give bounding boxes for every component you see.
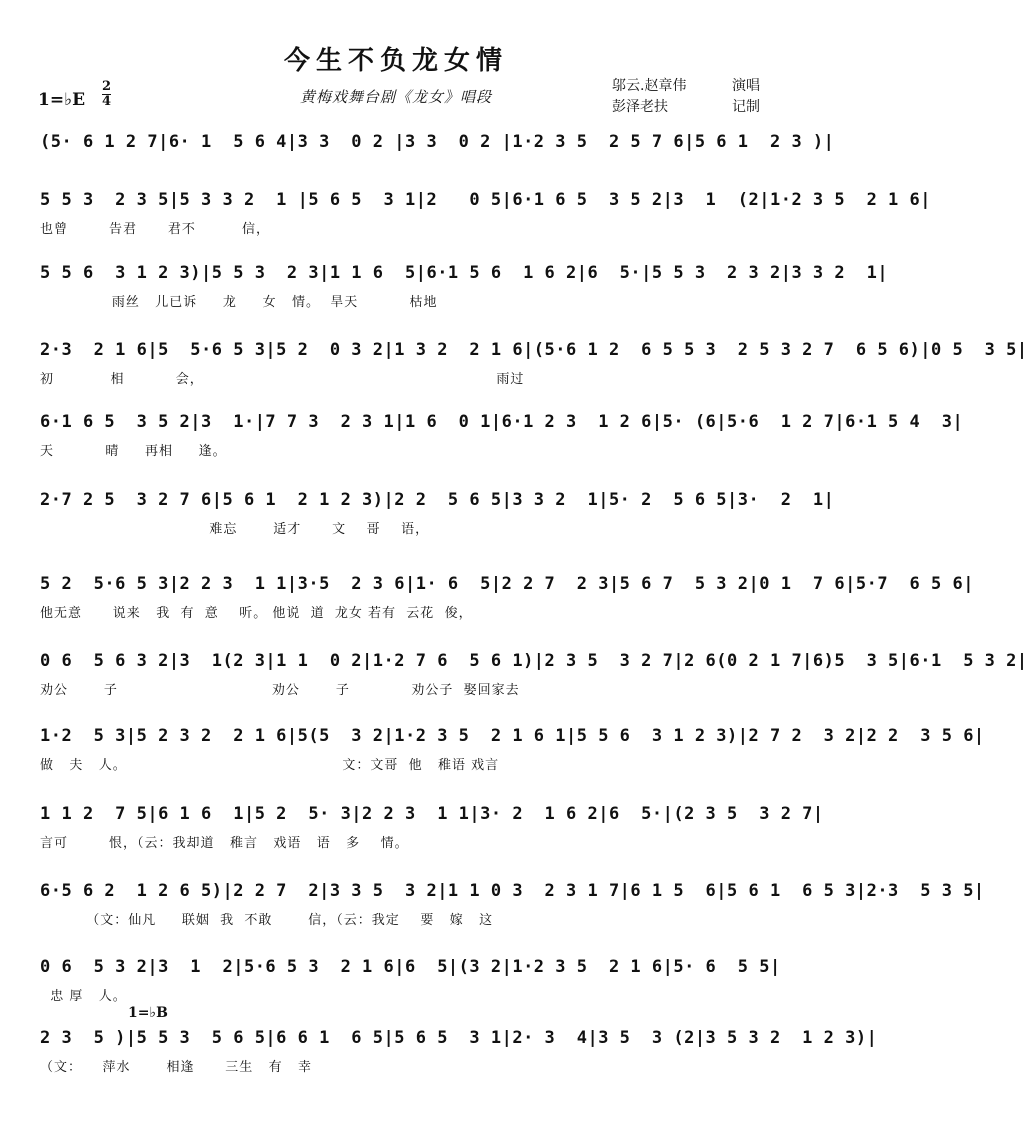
time-signature [102,80,111,109]
lyrics-line: 初 相 会， 雨过 [40,372,525,387]
notation-line: 5 5 6 3 1 2 3)|5 5 3 2 3|1 1 6 5|6·1 5 6 1 6 2|6 5·|5 5 3 2 3 2|3 3 2 1| [40,263,889,283]
score-row [40,340,1028,387]
credits [612,76,760,118]
notation-line: 6·5 6 2 1 2 6 5)|2 2 7 2|3 3 5 3 2|1 1 0 3 2 3 1 7|6 1 5 6|5 6 1 6 5 3|2·3 5 3 5| [40,881,985,901]
notation-line: 0 6 5 3 2|3 1 2|5·6 5 3 2 1 6|6 5|(3 2|1·2 3 5 2 1 6|5· 6 5 5| [40,957,781,977]
score-row [40,190,931,237]
notation-line: 2·3 2 1 6|5 5·6 5 3|5 2 0 3 2|1 3 2 2 1 6|(5·6 1 2 6 5 5 3 2 5 3 2 7 6 5 6)|0 5 3 5| [40,340,1028,360]
lyrics-line: 也曾 告君 君不 信， [40,222,271,237]
notation-line: 2 3 5 )|5 5 3 5 6 5|6 6 1 6 5|5 6 5 3 1|2· 3 4|3 5 3 (2|3 5 3 2 1 2 3)| [40,1028,878,1048]
lyrics-line: 做 夫 人。 文：文哥 他 稚语 戏言 [40,758,500,773]
notation-line: 1·2 5 3|5 2 3 2 2 1 6|5(5 3 2|1·2 3 5 2 1 6 1|5 5 6 3 1 2 3)|2 7 2 3 2|2 2 3 5 6| [40,726,985,746]
score-row [40,574,974,621]
score-row [40,132,835,178]
score-row [40,263,889,310]
score-row [40,651,1028,698]
notation-line: 5 5 3 2 3 5|5 3 3 2 1 |5 6 5 3 1|2 0 5|6·1 6 5 3 5 2|3 1 (2|1·2 3 5 2 1 6| [40,190,931,210]
score-row [40,804,824,851]
credit-performers [612,76,760,97]
score-row [40,881,985,928]
key-signature: 1=♭E [38,90,86,110]
meter-top: 2 [102,79,112,94]
notation-line: (5· 6 1 2 7|6· 1 5 6 4|3 3 0 2 |3 3 0 2 |1·2 3 5 2 5 7 6|5 6 1 2 3 )| [40,132,835,152]
lyrics-line: 言可 恨，（云：我却道 稚言 戏语 语 多 情。 [40,836,409,851]
notation-line: 0 6 5 6 3 2|3 1(2 3|1 1 0 2|1·2 7 6 5 6 1)|2 3 5 3 2 7|2 6(0 2 1 7|6)5 3 5|6·1 5 3 2| [40,651,1028,671]
score-row [40,490,835,537]
song-title: 今生不负龙女情 [283,46,508,76]
notation-line: 2·7 2 5 3 2 7 6|5 6 1 2 1 2 3)|2 2 5 6 5|3 3 2 1|5· 2 5 6 5|3· 2 1| [40,490,835,510]
notation-line: 1 1 2 7 5|6 1 6 1|5 2 5· 3|2 2 3 1 1|3· 2 1 6 2|6 5·|(2 3 5 3 2 7| [40,804,824,824]
notation-line: 6·1 6 5 3 5 2|3 1·|7 7 3 2 3 1|1 6 0 1|6·1 2 3 1 2 6|5· (6|5·6 1 2 7|6·1 5 4 3| [40,412,964,432]
score-row [40,1028,878,1075]
credit-transcriber [612,97,760,118]
score-row [40,726,985,773]
song-subtitle: 黄梅戏舞台剧《龙女》唱段 [299,88,492,106]
lyrics-line: （文：仙凡 联姻 我 不敢 信，（云：我定 要 嫁 这 [40,913,494,928]
lyrics-line: 雨丝 儿已诉 龙 女 情。 旱天 枯地 [40,295,438,310]
notation-line: 5 2 5·6 5 3|2 2 3 1 1|3·5 2 3 6|1· 6 5|2 2 7 2 3|5 6 7 5 3 2|0 1 7 6|5·7 6 5 6| [40,574,974,594]
lyrics-line [40,160,756,178]
lyrics-line: 天 晴 再相 逢。 [40,444,227,459]
lyrics-line: 他无意 说来 我 有 意 听。 他说 道 龙女 若有 云花 俊， [40,606,473,621]
credit-names: 邬云.赵章伟 [612,78,687,94]
score-row [40,957,781,1004]
lyrics-line: （文： 萍水 相逢 三生 有 幸 [40,1060,313,1075]
score-row [40,412,964,459]
modulation-mark: 1=♭B [128,1005,168,1021]
meter-bottom: 4 [102,94,112,109]
lyrics-line: 忠 厚 人。 [40,989,127,1004]
credit-names: 彭泽老扶 [612,99,668,115]
lyrics-line: 难忘 适才 文 哥 语， [40,522,430,537]
credit-role: 记制 [732,99,760,115]
lyrics-line: 劝公 子 劝公 子 劝公子 娶回家去 [40,683,520,698]
credit-role: 演唱 [732,78,760,94]
